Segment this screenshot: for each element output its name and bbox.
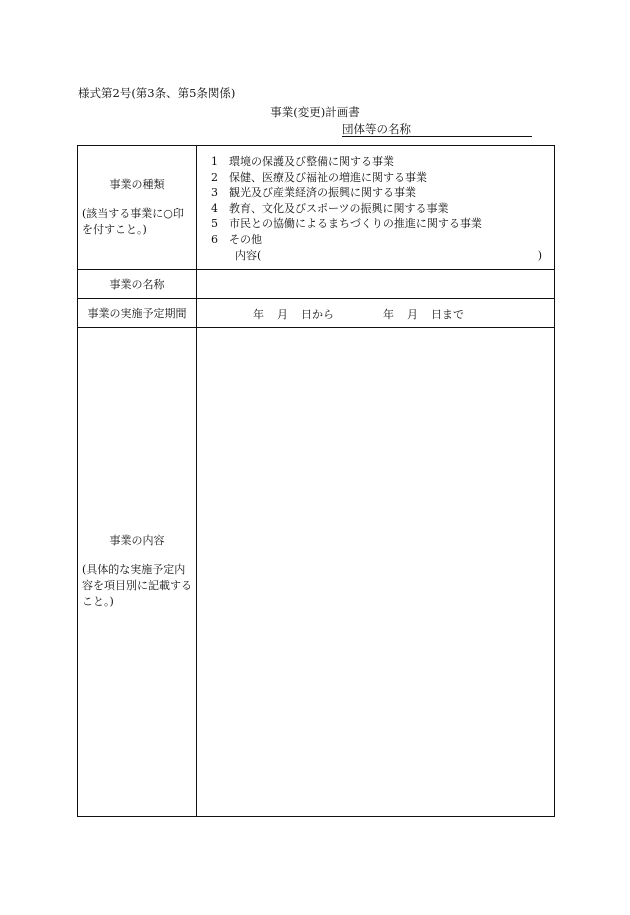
document-title: 事業(変更)計画書 — [270, 105, 360, 119]
period-to-day: 日まで — [431, 308, 464, 321]
organization-name-field[interactable] — [342, 122, 532, 137]
business-name-field[interactable] — [197, 270, 555, 299]
row-business-content — [78, 328, 555, 817]
row-business-name — [78, 270, 555, 299]
item-number: 6 — [211, 232, 218, 246]
business-type-item[interactable] — [211, 216, 554, 232]
business-type-label: 事業の種類 — [109, 177, 165, 191]
business-period-field[interactable] — [197, 299, 555, 328]
item-text: 環境の保護及び整備に関する事業 — [229, 155, 394, 168]
business-type-item[interactable] — [211, 201, 554, 217]
business-name-label: 事業の名称 — [78, 270, 197, 299]
other-detail-field[interactable] — [211, 248, 554, 264]
business-content-note: (具体的な実施予定内容を項目別に記載すること。) — [82, 563, 192, 608]
business-type-item[interactable] — [211, 232, 554, 248]
business-type-item[interactable] — [211, 185, 554, 201]
item-text: 市民との協働によるまちづくりの推進に関する事業 — [229, 217, 482, 231]
row-business-period — [78, 299, 555, 328]
row-business-type — [78, 146, 555, 270]
business-type-label-cell — [78, 146, 197, 270]
period-to-month: 月 — [407, 308, 418, 321]
item-number: 2 — [211, 170, 218, 184]
business-type-item[interactable] — [211, 154, 554, 170]
other-detail-close-paren: ) — [537, 248, 542, 262]
business-type-note: (該当する事業に○印を付すこと。) — [82, 206, 184, 236]
plan-form-table — [77, 145, 555, 817]
business-content-label-cell — [78, 328, 197, 817]
item-text: その他 — [229, 232, 262, 246]
item-text: 観光及び産業経済の振興に関する事業 — [229, 186, 416, 200]
business-content-field[interactable] — [197, 328, 555, 817]
item-number: 4 — [211, 201, 218, 215]
period-to-year: 年 — [383, 308, 394, 321]
item-number: 5 — [211, 217, 218, 231]
period-from-day: 日から — [301, 308, 334, 321]
period-from-month: 月 — [277, 308, 288, 321]
organization-name-label: 団体等の名称 — [342, 122, 411, 136]
form-number: 様式第2号(第3条、第5条関係) — [78, 86, 236, 100]
business-type-item[interactable] — [211, 170, 554, 186]
item-text: 保健、医療及び福祉の増進に関する事業 — [229, 170, 427, 184]
business-content-label: 事業の内容 — [109, 534, 165, 547]
business-type-options-cell[interactable] — [197, 146, 555, 270]
item-number: 3 — [211, 186, 218, 200]
period-from-year: 年 — [253, 308, 264, 321]
other-detail-label: 内容( — [235, 248, 262, 262]
item-text: 教育、文化及びスポーツの振興に関する事業 — [229, 201, 449, 215]
item-number: 1 — [211, 155, 218, 168]
business-type-list — [197, 146, 554, 262]
business-period-label: 事業の実施予定期間 — [78, 299, 197, 328]
